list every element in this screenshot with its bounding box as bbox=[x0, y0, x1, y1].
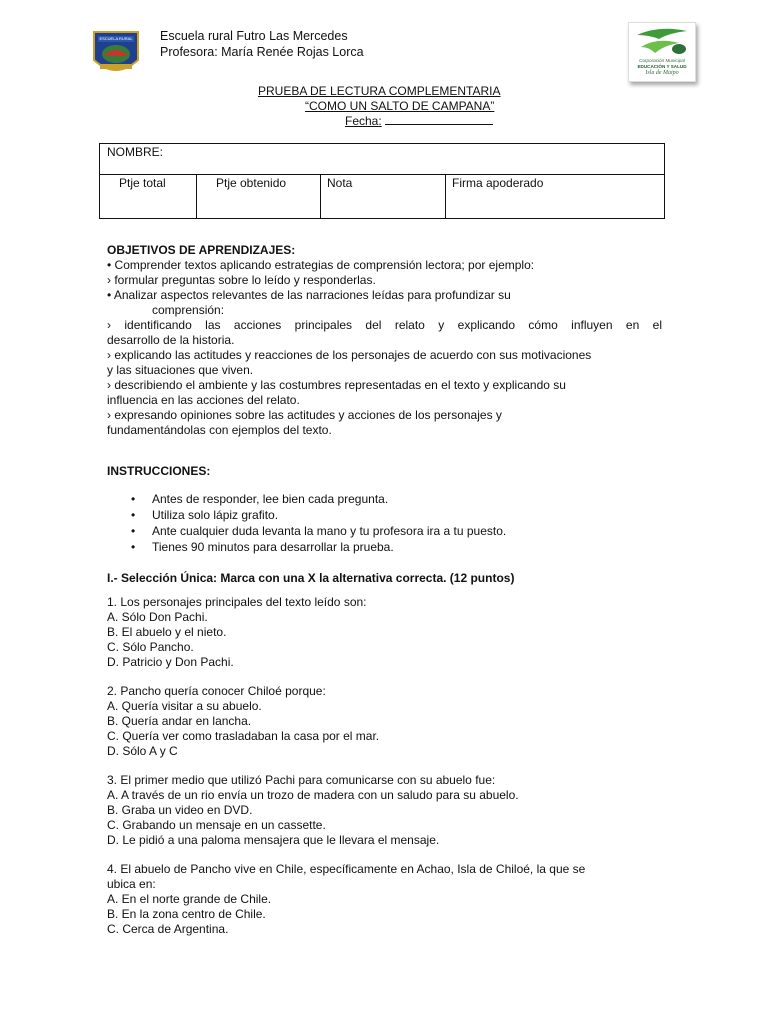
logo-line-3: Isla de Maipo bbox=[645, 69, 679, 76]
option[interactable]: B. Graba un video en DVD. bbox=[107, 803, 253, 817]
option[interactable]: D. Sólo A y C bbox=[107, 744, 178, 758]
school-name: Escuela rural Futro Las Mercedes bbox=[160, 29, 348, 43]
objective-item: y las situaciones que viven. bbox=[107, 363, 254, 377]
logo-line-2: EDUCACIÓN Y SALUD bbox=[637, 63, 687, 69]
option[interactable]: C. Grabando un mensaje en un cassette. bbox=[107, 818, 326, 832]
objective-item: › describiendo el ambiente y las costumbres representadas en el texto y explicando su bbox=[107, 378, 566, 392]
option[interactable]: A. A través de un rio envía un trozo de madera con un saludo para su abuelo. bbox=[107, 788, 519, 802]
option[interactable]: D. Le pidió a una paloma mensajera que le llevara el mensaje. bbox=[107, 833, 440, 847]
option[interactable]: A. En el norte grande de Chile. bbox=[107, 892, 272, 906]
question-text: 4. El abuelo de Pancho vive en Chile, específicamente en Achao, Isla de Chiloé, la que se bbox=[107, 862, 586, 876]
logo-line-1: Corporación Municipal bbox=[639, 58, 685, 63]
instructions-list bbox=[107, 491, 662, 555]
section-1-heading: I.- Selección Única: Marca con una X la alternativa correcta. (12 puntos) bbox=[107, 571, 515, 585]
question-1 bbox=[107, 595, 662, 670]
grade-label: Nota bbox=[327, 176, 353, 190]
question-text: ubica en: bbox=[107, 877, 156, 891]
question-text: 2. Pancho quería conocer Chiloé porque: bbox=[107, 684, 326, 698]
option[interactable]: B. En la zona centro de Chile. bbox=[107, 907, 266, 921]
option[interactable]: C. Quería ver como trasladaban la casa por el mar. bbox=[107, 729, 380, 743]
question-2 bbox=[107, 684, 662, 759]
corporation-logo-icon bbox=[629, 23, 695, 59]
name-row[interactable] bbox=[100, 144, 664, 175]
question-text: 1. Los personajes principales del texto leído son: bbox=[107, 595, 367, 609]
instructions-heading: INSTRUCCIONES: bbox=[107, 464, 211, 478]
objectives-heading: OBJETIVOS DE APRENDIZAJES: bbox=[107, 243, 296, 257]
book-title: “COMO UN SALTO DE CAMPANA” bbox=[305, 99, 495, 113]
teacher-name: Profesora: María Renée Rojas Lorca bbox=[160, 45, 364, 59]
option[interactable]: D. Patricio y Don Pachi. bbox=[107, 655, 234, 669]
obtained-score-cell[interactable] bbox=[197, 174, 321, 218]
test-body bbox=[107, 243, 662, 937]
objective-item: comprensión: bbox=[152, 303, 225, 317]
instruction-item: • Antes de responder, lee bien cada pregunta. bbox=[107, 491, 662, 507]
question-3 bbox=[107, 773, 662, 848]
date-label: Fecha: bbox=[345, 114, 382, 128]
option[interactable]: A. Quería visitar a su abuelo. bbox=[107, 699, 262, 713]
objective-item: › identificando las acciones principales del relato y explicando cómo influyen en el bbox=[107, 318, 662, 332]
student-info-table bbox=[99, 143, 665, 219]
question-4 bbox=[107, 862, 662, 937]
objective-item: › expresando opiniones sobre las actitudes y acciones de los personajes y bbox=[107, 408, 502, 422]
date-line bbox=[345, 113, 493, 128]
crest-text: ESCUELA RURAL bbox=[99, 36, 133, 41]
option[interactable]: A. Sólo Don Pachi. bbox=[107, 610, 208, 624]
date-blank[interactable] bbox=[385, 113, 493, 125]
objective-item: › explicando las actitudes y reacciones de los personajes de acuerdo con sus motivaciones bbox=[107, 348, 592, 362]
objective-item: desarrollo de la historia. bbox=[107, 333, 235, 347]
objective-item: fundamentándolas con ejemplos del texto. bbox=[107, 423, 332, 437]
objective-item: › formular preguntas sobre lo leído y responderlas. bbox=[107, 273, 376, 287]
corporation-logo bbox=[628, 22, 696, 82]
instruction-item: • Utiliza solo lápiz grafito. bbox=[107, 507, 662, 523]
school-header bbox=[160, 28, 364, 60]
option[interactable]: B. El abuelo y el nieto. bbox=[107, 625, 227, 639]
grade-cell[interactable] bbox=[321, 174, 446, 218]
objective-item: • Comprender textos aplicando estrategias de comprensión lectora; por ejemplo: bbox=[107, 258, 535, 272]
question-text: 3. El primer medio que utilizó Pachi para comunicarse con su abuelo fue: bbox=[107, 773, 496, 787]
objective-item: • Analizar aspectos relevantes de las narraciones leídas para profundizar su bbox=[107, 288, 511, 302]
signature-cell[interactable] bbox=[446, 174, 664, 218]
instruction-item: • Ante cualquier duda levanta la mano y tu profesora ira a tu puesto. bbox=[107, 523, 662, 539]
option[interactable]: B. Quería andar en lancha. bbox=[107, 714, 252, 728]
option[interactable]: C. Cerca de Argentina. bbox=[107, 922, 229, 936]
objective-item: influencia en las acciones del relato. bbox=[107, 393, 300, 407]
total-score-label: Ptje total bbox=[119, 176, 166, 190]
name-label: NOMBRE: bbox=[107, 145, 164, 159]
test-title: PRUEBA DE LECTURA COMPLEMENTARIA bbox=[258, 84, 501, 98]
option[interactable]: C. Sólo Pancho. bbox=[107, 640, 194, 654]
signature-label: Firma apoderado bbox=[452, 176, 544, 190]
instruction-item: • Tienes 90 minutos para desarrollar la prueba. bbox=[107, 539, 662, 555]
total-score-cell[interactable] bbox=[100, 174, 197, 218]
obtained-score-label: Ptje obtenido bbox=[216, 176, 287, 190]
